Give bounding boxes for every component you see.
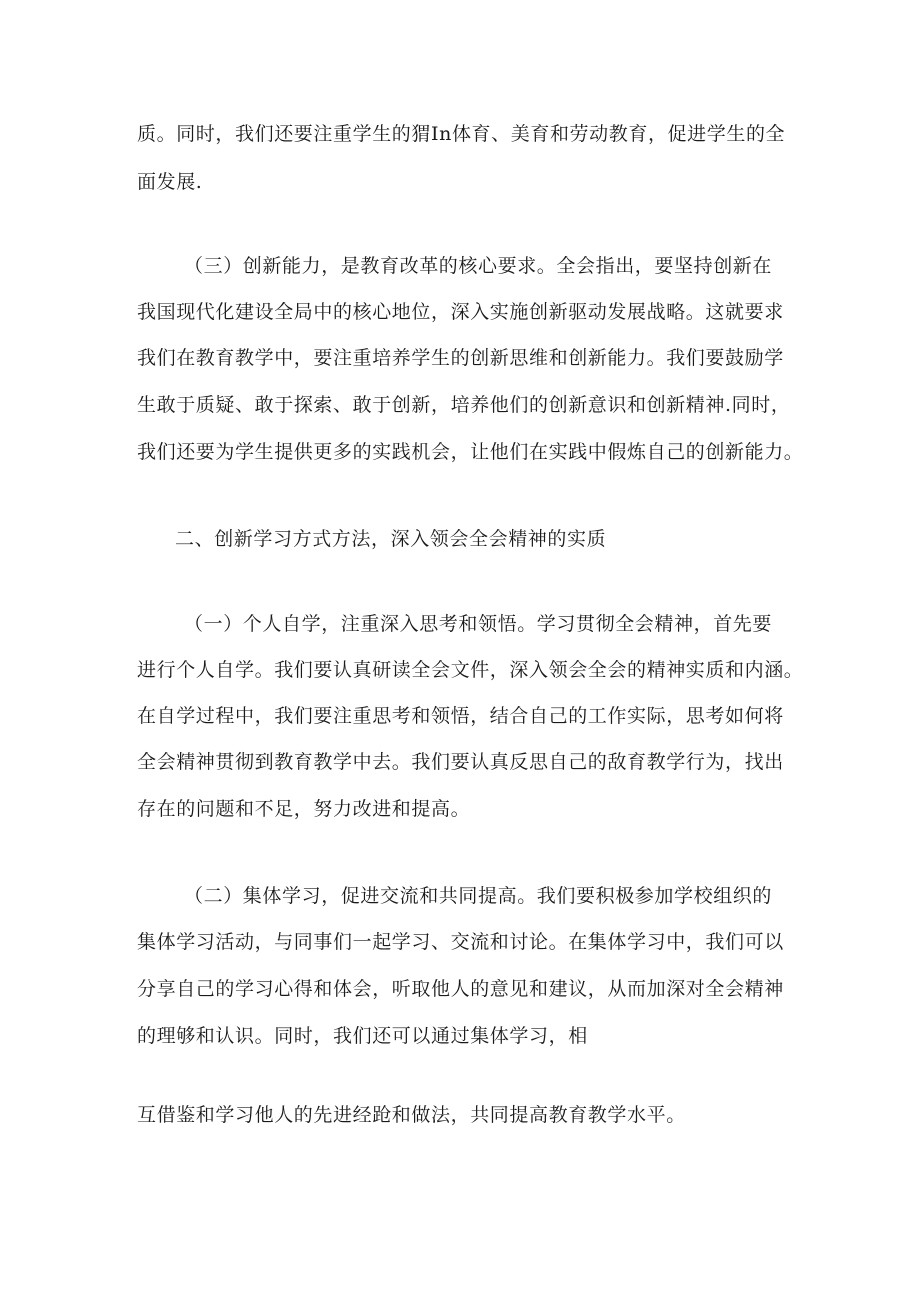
paragraph-3-line-5: 存在的问题和不足，努力改进和提高。 (137, 798, 471, 820)
paragraph-5-line-1: 互借鉴和学习他人的先进经跄和做法，共同提高教育教学水平。 (137, 1104, 686, 1126)
paragraph-3-line-4: 全会精神贯彻到教育教学中去。我们要认真反思自己的敌育教学行为，找出 (137, 751, 784, 773)
paragraph-3-line-3: 在自学过程中，我们要注重思考和领悟，结合自己的工作实际，思考如何将 (137, 705, 784, 727)
section-heading: 二、创新学习方式方法，深入领会全会精神的实质 (175, 528, 607, 550)
paragraph-3-line-1: （一）个人自学，注重深入思考和领悟。学习贯彻全会精神，首先要 (184, 613, 773, 635)
paragraph-2-line-1: （三）创新能力，是教育改革的核心要求。全会指出，要坚持创新在 (184, 255, 773, 277)
paragraph-3-line-2: 进行个人自学。我们要认真研读全会文件，深入领会全会的精神实质和内涵。 (137, 659, 804, 681)
paragraph-4-line-4: 的理够和认识。同时，我们还可以通过集体学习，相 (137, 1025, 588, 1047)
paragraph-1-line-1: 质。同时，我们还要注重学生的猬In体育、美育和劳动教育，促进学生的全 (137, 123, 786, 145)
paragraph-4-line-3: 分享自己的学习心得和体会，听取他人的意见和建议，从而加深对全会精神 (137, 978, 784, 1000)
paragraph-2-line-4: 生敢于质疑、敢于探索、敢于创新，培养他们的创新意识和创新精神.同时， (137, 394, 791, 416)
paragraph-4-line-2: 集体学习活动，与同事们一起学习、交流和讨论。在集体学习中，我们可以 (137, 931, 784, 953)
paragraph-1-line-2: 面发展. (137, 171, 203, 193)
paragraph-2-line-5: 我们还要为学生提供更多的实践机会，让他们在实践中假炼自己的创新能力。 (137, 441, 804, 463)
paragraph-2-line-3: 我们在教育教学中，要注重培养学生的创新思维和创新能力。我们要鼓励学 (137, 347, 784, 369)
paragraph-4-line-1: （二）集体学习，促进交流和共同提高。我们要积极参加学校组织的 (184, 885, 773, 907)
paragraph-2-line-2: 我国现代化建设全局中的核心地位，深入实施创新驱动发展战略。这就要求 (137, 301, 784, 323)
